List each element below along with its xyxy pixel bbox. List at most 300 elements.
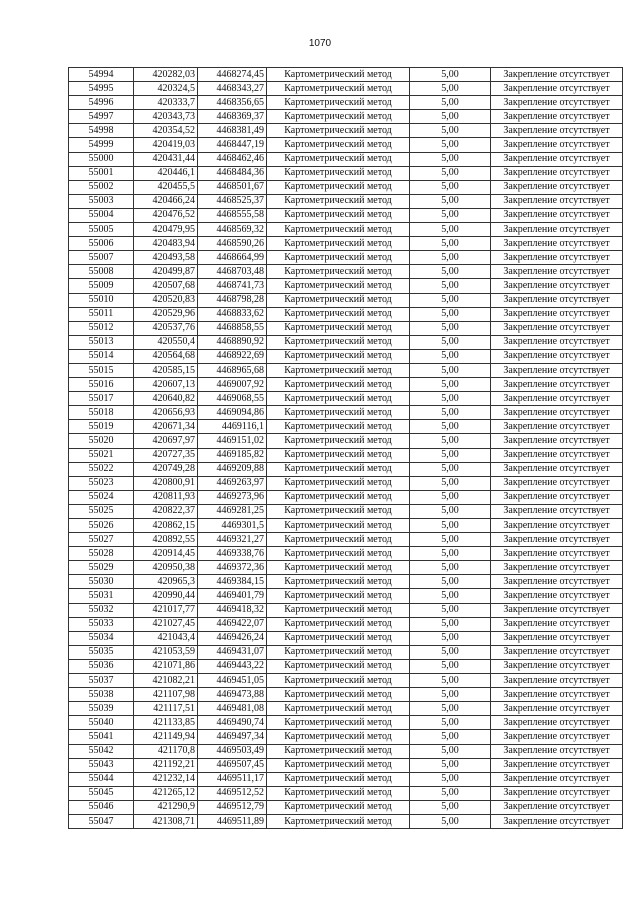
method-cell: Картометрический метод [267, 688, 410, 702]
y-coordinate-cell: 4468369,37 [198, 110, 267, 124]
accuracy-cell: 5,00 [410, 448, 491, 462]
fixation-cell: Закрепление отсутствует [491, 110, 623, 124]
point-number-cell: 55036 [69, 659, 134, 673]
point-number-cell: 54994 [69, 68, 134, 82]
y-coordinate-cell: 4469384,15 [198, 575, 267, 589]
fixation-cell: Закрепление отсутствует [491, 688, 623, 702]
method-cell: Картометрический метод [267, 504, 410, 518]
accuracy-cell: 5,00 [410, 490, 491, 504]
fixation-cell: Закрепление отсутствует [491, 786, 623, 800]
point-number-cell: 55046 [69, 800, 134, 814]
fixation-cell: Закрепление отсутствует [491, 237, 623, 251]
y-coordinate-cell: 4468965,68 [198, 363, 267, 377]
accuracy-cell: 5,00 [410, 758, 491, 772]
y-coordinate-cell: 4469185,82 [198, 448, 267, 462]
x-coordinate-cell: 420800,91 [134, 476, 198, 490]
x-coordinate-cell: 420914,45 [134, 547, 198, 561]
method-cell: Картометрический метод [267, 138, 410, 152]
method-cell: Картометрический метод [267, 575, 410, 589]
point-number-cell: 54999 [69, 138, 134, 152]
point-number-cell: 55032 [69, 603, 134, 617]
accuracy-cell: 5,00 [410, 575, 491, 589]
table-row [69, 448, 623, 462]
y-coordinate-cell: 4469094,86 [198, 406, 267, 420]
point-number-cell: 55014 [69, 349, 134, 363]
point-number-cell: 55000 [69, 152, 134, 166]
method-cell: Картометрический метод [267, 786, 410, 800]
fixation-cell: Закрепление отсутствует [491, 166, 623, 180]
method-cell: Картометрический метод [267, 462, 410, 476]
table-row [69, 490, 623, 504]
y-coordinate-cell: 4469401,79 [198, 589, 267, 603]
x-coordinate-cell: 420564,68 [134, 349, 198, 363]
y-coordinate-cell: 4469451,05 [198, 674, 267, 688]
table-row [69, 786, 623, 800]
method-cell: Картометрический метод [267, 434, 410, 448]
y-coordinate-cell: 4468343,27 [198, 82, 267, 96]
accuracy-cell: 5,00 [410, 688, 491, 702]
x-coordinate-cell: 421071,86 [134, 659, 198, 673]
table-row [69, 547, 623, 561]
method-cell: Картометрический метод [267, 194, 410, 208]
y-coordinate-cell: 4469338,76 [198, 547, 267, 561]
x-coordinate-cell: 421170,8 [134, 744, 198, 758]
y-coordinate-cell: 4469507,45 [198, 758, 267, 772]
table-row [69, 702, 623, 716]
table-row [69, 223, 623, 237]
y-coordinate-cell: 4468703,48 [198, 265, 267, 279]
method-cell: Картометрический метод [267, 152, 410, 166]
method-cell: Картометрический метод [267, 814, 410, 828]
y-coordinate-cell: 4468274,45 [198, 68, 267, 82]
table-row [69, 279, 623, 293]
point-number-cell: 55037 [69, 674, 134, 688]
x-coordinate-cell: 420550,4 [134, 335, 198, 349]
y-coordinate-cell: 4469116,1 [198, 420, 267, 434]
fixation-cell: Закрепление отсутствует [491, 223, 623, 237]
fixation-cell: Закрепление отсутствует [491, 462, 623, 476]
table-row [69, 152, 623, 166]
fixation-cell: Закрепление отсутствует [491, 68, 623, 82]
point-number-cell: 55021 [69, 448, 134, 462]
accuracy-cell: 5,00 [410, 674, 491, 688]
accuracy-cell: 5,00 [410, 223, 491, 237]
x-coordinate-cell: 420965,3 [134, 575, 198, 589]
accuracy-cell: 5,00 [410, 420, 491, 434]
fixation-cell: Закрепление отсутствует [491, 208, 623, 222]
y-coordinate-cell: 4468525,37 [198, 194, 267, 208]
y-coordinate-cell: 4469512,79 [198, 800, 267, 814]
x-coordinate-cell: 420950,38 [134, 561, 198, 575]
fixation-cell: Закрепление отсутствует [491, 702, 623, 716]
point-number-cell: 55041 [69, 730, 134, 744]
accuracy-cell: 5,00 [410, 533, 491, 547]
y-coordinate-cell: 4469511,17 [198, 772, 267, 786]
table-row [69, 265, 623, 279]
table-row [69, 519, 623, 533]
method-cell: Картометрический метод [267, 392, 410, 406]
fixation-cell: Закрепление отсутствует [491, 758, 623, 772]
y-coordinate-cell: 4468858,55 [198, 321, 267, 335]
accuracy-cell: 5,00 [410, 335, 491, 349]
method-cell: Картометрический метод [267, 659, 410, 673]
point-number-cell: 55003 [69, 194, 134, 208]
x-coordinate-cell: 421192,21 [134, 758, 198, 772]
fixation-cell: Закрепление отсутствует [491, 194, 623, 208]
x-coordinate-cell: 420455,5 [134, 180, 198, 194]
method-cell: Картометрический метод [267, 293, 410, 307]
x-coordinate-cell: 421149,94 [134, 730, 198, 744]
accuracy-cell: 5,00 [410, 237, 491, 251]
method-cell: Картометрический метод [267, 702, 410, 716]
table-row [69, 589, 623, 603]
y-coordinate-cell: 4468741,73 [198, 279, 267, 293]
table-row [69, 730, 623, 744]
point-number-cell: 55039 [69, 702, 134, 716]
y-coordinate-cell: 4468833,62 [198, 307, 267, 321]
x-coordinate-cell: 420862,15 [134, 519, 198, 533]
point-number-cell: 55043 [69, 758, 134, 772]
accuracy-cell: 5,00 [410, 519, 491, 533]
point-number-cell: 55033 [69, 617, 134, 631]
accuracy-cell: 5,00 [410, 208, 491, 222]
method-cell: Картометрический метод [267, 448, 410, 462]
y-coordinate-cell: 4469151,02 [198, 434, 267, 448]
x-coordinate-cell: 420282,03 [134, 68, 198, 82]
fixation-cell: Закрепление отсутствует [491, 349, 623, 363]
table-row [69, 392, 623, 406]
accuracy-cell: 5,00 [410, 645, 491, 659]
fixation-cell: Закрепление отсутствует [491, 645, 623, 659]
accuracy-cell: 5,00 [410, 814, 491, 828]
y-coordinate-cell: 4469497,34 [198, 730, 267, 744]
y-coordinate-cell: 4468922,69 [198, 349, 267, 363]
method-cell: Картометрический метод [267, 378, 410, 392]
point-number-cell: 55022 [69, 462, 134, 476]
table-row [69, 575, 623, 589]
method-cell: Картометрический метод [267, 589, 410, 603]
x-coordinate-cell: 421232,14 [134, 772, 198, 786]
page-number: 1070 [308, 38, 332, 49]
y-coordinate-cell: 4468798,28 [198, 293, 267, 307]
y-coordinate-cell: 4469007,92 [198, 378, 267, 392]
point-number-cell: 55007 [69, 251, 134, 265]
method-cell: Картометрический метод [267, 476, 410, 490]
point-number-cell: 55027 [69, 533, 134, 547]
y-coordinate-cell: 4469426,24 [198, 631, 267, 645]
x-coordinate-cell: 420727,35 [134, 448, 198, 462]
fixation-cell: Закрепление отсутствует [491, 406, 623, 420]
accuracy-cell: 5,00 [410, 800, 491, 814]
method-cell: Картометрический метод [267, 96, 410, 110]
method-cell: Картометрический метод [267, 335, 410, 349]
point-number-cell: 55028 [69, 547, 134, 561]
accuracy-cell: 5,00 [410, 561, 491, 575]
table-row [69, 138, 623, 152]
y-coordinate-cell: 4469490,74 [198, 716, 267, 730]
method-cell: Картометрический метод [267, 645, 410, 659]
method-cell: Картометрический метод [267, 561, 410, 575]
fixation-cell: Закрепление отсутствует [491, 392, 623, 406]
point-number-cell: 55020 [69, 434, 134, 448]
accuracy-cell: 5,00 [410, 392, 491, 406]
point-number-cell: 55018 [69, 406, 134, 420]
point-number-cell: 55025 [69, 504, 134, 518]
y-coordinate-cell: 4469422,07 [198, 617, 267, 631]
fixation-cell: Закрепление отсутствует [491, 631, 623, 645]
point-number-cell: 54998 [69, 124, 134, 138]
table-row [69, 378, 623, 392]
point-number-cell: 55006 [69, 237, 134, 251]
y-coordinate-cell: 4469511,89 [198, 814, 267, 828]
fixation-cell: Закрепление отсутствует [491, 138, 623, 152]
x-coordinate-cell: 420493,58 [134, 251, 198, 265]
y-coordinate-cell: 4468462,46 [198, 152, 267, 166]
point-number-cell: 55008 [69, 265, 134, 279]
y-coordinate-cell: 4469273,96 [198, 490, 267, 504]
method-cell: Картометрический метод [267, 124, 410, 138]
table-row [69, 800, 623, 814]
table-row [69, 631, 623, 645]
x-coordinate-cell: 420520,83 [134, 293, 198, 307]
method-cell: Картометрический метод [267, 603, 410, 617]
method-cell: Картометрический метод [267, 674, 410, 688]
point-number-cell: 55047 [69, 814, 134, 828]
fixation-cell: Закрепление отсутствует [491, 533, 623, 547]
accuracy-cell: 5,00 [410, 617, 491, 631]
method-cell: Картометрический метод [267, 208, 410, 222]
y-coordinate-cell: 4468590,26 [198, 237, 267, 251]
x-coordinate-cell: 420499,87 [134, 265, 198, 279]
accuracy-cell: 5,00 [410, 82, 491, 96]
x-coordinate-cell: 421027,45 [134, 617, 198, 631]
point-number-cell: 55019 [69, 420, 134, 434]
table-row [69, 758, 623, 772]
fixation-cell: Закрепление отсутствует [491, 490, 623, 504]
method-cell: Картометрический метод [267, 223, 410, 237]
method-cell: Картометрический метод [267, 631, 410, 645]
y-coordinate-cell: 4469503,49 [198, 744, 267, 758]
method-cell: Картометрический метод [267, 744, 410, 758]
accuracy-cell: 5,00 [410, 124, 491, 138]
table-row [69, 659, 623, 673]
accuracy-cell: 5,00 [410, 110, 491, 124]
table-row [69, 82, 623, 96]
accuracy-cell: 5,00 [410, 251, 491, 265]
point-number-cell: 55023 [69, 476, 134, 490]
method-cell: Картометрический метод [267, 363, 410, 377]
fixation-cell: Закрепление отсутствует [491, 321, 623, 335]
x-coordinate-cell: 420324,5 [134, 82, 198, 96]
point-number-cell: 55029 [69, 561, 134, 575]
x-coordinate-cell: 420697,97 [134, 434, 198, 448]
fixation-cell: Закрепление отсутствует [491, 547, 623, 561]
method-cell: Картометрический метод [267, 420, 410, 434]
point-number-cell: 54997 [69, 110, 134, 124]
fixation-cell: Закрепление отсутствует [491, 82, 623, 96]
method-cell: Картометрический метод [267, 800, 410, 814]
point-number-cell: 55038 [69, 688, 134, 702]
x-coordinate-cell: 420446,1 [134, 166, 198, 180]
accuracy-cell: 5,00 [410, 462, 491, 476]
accuracy-cell: 5,00 [410, 378, 491, 392]
x-coordinate-cell: 421290,9 [134, 800, 198, 814]
y-coordinate-cell: 4468484,36 [198, 166, 267, 180]
x-coordinate-cell: 420656,93 [134, 406, 198, 420]
point-number-cell: 55016 [69, 378, 134, 392]
point-number-cell: 54995 [69, 82, 134, 96]
table-row [69, 321, 623, 335]
fixation-cell: Закрепление отсутствует [491, 561, 623, 575]
fixation-cell: Закрепление отсутствует [491, 772, 623, 786]
fixation-cell: Закрепление отсутствует [491, 335, 623, 349]
y-coordinate-cell: 4469301,5 [198, 519, 267, 533]
point-number-cell: 55002 [69, 180, 134, 194]
fixation-cell: Закрепление отсутствует [491, 800, 623, 814]
y-coordinate-cell: 4469068,55 [198, 392, 267, 406]
y-coordinate-cell: 4469431,07 [198, 645, 267, 659]
x-coordinate-cell: 420431,44 [134, 152, 198, 166]
accuracy-cell: 5,00 [410, 321, 491, 335]
table-row [69, 434, 623, 448]
method-cell: Картометрический метод [267, 730, 410, 744]
point-number-cell: 55030 [69, 575, 134, 589]
table-row [69, 603, 623, 617]
y-coordinate-cell: 4469209,88 [198, 462, 267, 476]
method-cell: Картометрический метод [267, 307, 410, 321]
accuracy-cell: 5,00 [410, 68, 491, 82]
y-coordinate-cell: 4468447,19 [198, 138, 267, 152]
point-number-cell: 55009 [69, 279, 134, 293]
fixation-cell: Закрепление отсутствует [491, 434, 623, 448]
accuracy-cell: 5,00 [410, 547, 491, 561]
fixation-cell: Закрепление отсутствует [491, 603, 623, 617]
x-coordinate-cell: 421133,85 [134, 716, 198, 730]
x-coordinate-cell: 420333,7 [134, 96, 198, 110]
point-number-cell: 55004 [69, 208, 134, 222]
y-coordinate-cell: 4469418,32 [198, 603, 267, 617]
point-number-cell: 55005 [69, 223, 134, 237]
table-row [69, 504, 623, 518]
table-row [69, 533, 623, 547]
table-row [69, 194, 623, 208]
fixation-cell: Закрепление отсутствует [491, 716, 623, 730]
point-number-cell: 55044 [69, 772, 134, 786]
table-row [69, 110, 623, 124]
point-number-cell: 55035 [69, 645, 134, 659]
x-coordinate-cell: 420585,15 [134, 363, 198, 377]
x-coordinate-cell: 421017,77 [134, 603, 198, 617]
x-coordinate-cell: 420507,68 [134, 279, 198, 293]
fixation-cell: Закрепление отсутствует [491, 152, 623, 166]
table-row [69, 462, 623, 476]
fixation-cell: Закрепление отсутствует [491, 378, 623, 392]
method-cell: Картометрический метод [267, 251, 410, 265]
y-coordinate-cell: 4469473,88 [198, 688, 267, 702]
table-row [69, 237, 623, 251]
table-row [69, 716, 623, 730]
accuracy-cell: 5,00 [410, 96, 491, 110]
fixation-cell: Закрепление отсутствует [491, 744, 623, 758]
fixation-cell: Закрепление отсутствует [491, 124, 623, 138]
table-row [69, 406, 623, 420]
accuracy-cell: 5,00 [410, 744, 491, 758]
table-row [69, 251, 623, 265]
accuracy-cell: 5,00 [410, 180, 491, 194]
x-coordinate-cell: 420529,96 [134, 307, 198, 321]
table-row [69, 307, 623, 321]
table-row [69, 814, 623, 828]
point-number-cell: 55012 [69, 321, 134, 335]
point-number-cell: 55042 [69, 744, 134, 758]
x-coordinate-cell: 420354,52 [134, 124, 198, 138]
y-coordinate-cell: 4469321,27 [198, 533, 267, 547]
y-coordinate-cell: 4468569,32 [198, 223, 267, 237]
fixation-cell: Закрепление отсутствует [491, 519, 623, 533]
y-coordinate-cell: 4469372,36 [198, 561, 267, 575]
point-number-cell: 55011 [69, 307, 134, 321]
point-number-cell: 55001 [69, 166, 134, 180]
y-coordinate-cell: 4468555,58 [198, 208, 267, 222]
accuracy-cell: 5,00 [410, 603, 491, 617]
method-cell: Картометрический метод [267, 617, 410, 631]
point-number-cell: 55026 [69, 519, 134, 533]
method-cell: Картометрический метод [267, 519, 410, 533]
table-row [69, 363, 623, 377]
y-coordinate-cell: 4469281,25 [198, 504, 267, 518]
x-coordinate-cell: 421117,51 [134, 702, 198, 716]
method-cell: Картометрический метод [267, 68, 410, 82]
y-coordinate-cell: 4468381,49 [198, 124, 267, 138]
fixation-cell: Закрепление отсутствует [491, 448, 623, 462]
fixation-cell: Закрепление отсутствует [491, 279, 623, 293]
table-row [69, 617, 623, 631]
accuracy-cell: 5,00 [410, 138, 491, 152]
x-coordinate-cell: 421308,71 [134, 814, 198, 828]
fixation-cell: Закрепление отсутствует [491, 180, 623, 194]
method-cell: Картометрический метод [267, 265, 410, 279]
fixation-cell: Закрепление отсутствует [491, 476, 623, 490]
fixation-cell: Закрепление отсутствует [491, 307, 623, 321]
fixation-cell: Закрепление отсутствует [491, 265, 623, 279]
point-number-cell: 55045 [69, 786, 134, 800]
accuracy-cell: 5,00 [410, 476, 491, 490]
method-cell: Картометрический метод [267, 279, 410, 293]
method-cell: Картометрический метод [267, 758, 410, 772]
table-row [69, 744, 623, 758]
accuracy-cell: 5,00 [410, 166, 491, 180]
x-coordinate-cell: 420537,76 [134, 321, 198, 335]
point-number-cell: 55010 [69, 293, 134, 307]
x-coordinate-cell: 420483,94 [134, 237, 198, 251]
point-number-cell: 55031 [69, 589, 134, 603]
method-cell: Картометрический метод [267, 180, 410, 194]
method-cell: Картометрический метод [267, 166, 410, 180]
x-coordinate-cell: 421043,4 [134, 631, 198, 645]
method-cell: Картометрический метод [267, 321, 410, 335]
fixation-cell: Закрепление отсутствует [491, 363, 623, 377]
accuracy-cell: 5,00 [410, 194, 491, 208]
accuracy-cell: 5,00 [410, 589, 491, 603]
fixation-cell: Закрепление отсутствует [491, 814, 623, 828]
y-coordinate-cell: 4468356,65 [198, 96, 267, 110]
fixation-cell: Закрепление отсутствует [491, 617, 623, 631]
table-row [69, 688, 623, 702]
method-cell: Картометрический метод [267, 716, 410, 730]
point-number-cell: 55013 [69, 335, 134, 349]
x-coordinate-cell: 420640,82 [134, 392, 198, 406]
point-number-cell: 55024 [69, 490, 134, 504]
